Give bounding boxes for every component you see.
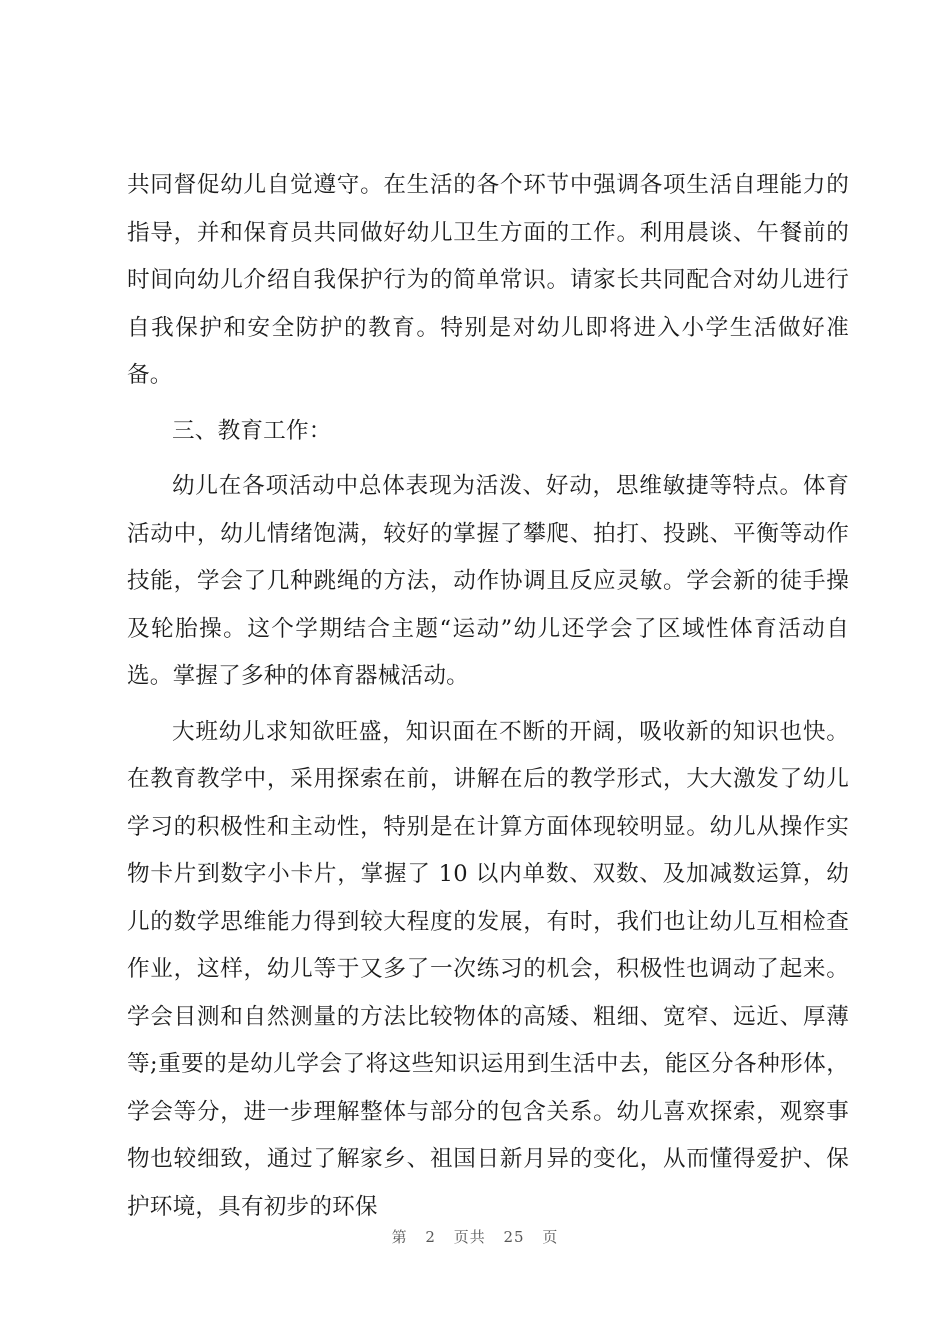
footer-current-page: 2	[425, 1228, 436, 1246]
footer-prefix: 第	[391, 1228, 408, 1246]
footer-total-pages: 25	[503, 1228, 525, 1246]
footer-suffix: 页	[542, 1228, 559, 1246]
document-body	[127, 162, 849, 1231]
paragraph-physical-education: 幼儿在各项活动中总体表现为活泼、好动，思维敏捷等特点。体育活动中，幼儿情绪饱满，较好的掌握了攀爬、拍打、投跳、平衡等动作技能，学会了几种跳绳的方法，动作协调且反应灵敏。学会新的徒手操及轮胎操。这个学期结合主题“运动”幼儿还学会了区域性体育活动自选。掌握了多种的体育器械活动。	[127, 473, 849, 689]
footer-middle: 页共	[453, 1228, 486, 1246]
paragraph-continued-care: 共同督促幼儿自觉遵守。在生活的各个环节中强调各项生活自理能力的指导，并和保育员共同做好幼儿卫生方面的工作。利用晨谈、午餐前的时间向幼儿介绍自我保护行为的简单常识。请家长共同配合对幼儿进行自我保护和安全防护的教育。特别是对幼儿即将进入小学生活做好准备。	[127, 172, 849, 388]
paragraph-learning: 大班幼儿求知欲旺盛，知识面在不断的开阔，吸收新的知识也快。在教育教学中，采用探索在前，讲解在后的教学形式，大大激发了幼儿学习的积极性和主动性，特别是在计算方面体现较明显。幼儿从操作实物卡片到数字小卡片，掌握了 10 以内单数、双数、及加减数运算，幼儿的数学思维能力得到较大程度的发展，有时，我们也让幼儿互相检查作业，这样，幼儿等于又多了一次练习的机会，积极性也调动了起来。学会目测和自然测量的方法比较物体的高矮、粗细、宽窄、远近、厚薄等;重要的是幼儿学会了将这些知识运用到生活中去，能区分各种形体，学会等分，进一步理解整体与部分的包含关系。幼儿喜欢探索，观察事物也较细致，通过了解家乡、祖国日新月异的变化，从而懂得爱护、保护环境，具有初步的环保	[127, 718, 849, 1220]
page-footer	[0, 1226, 950, 1247]
section-heading-education: 三、教育工作：	[172, 417, 332, 444]
